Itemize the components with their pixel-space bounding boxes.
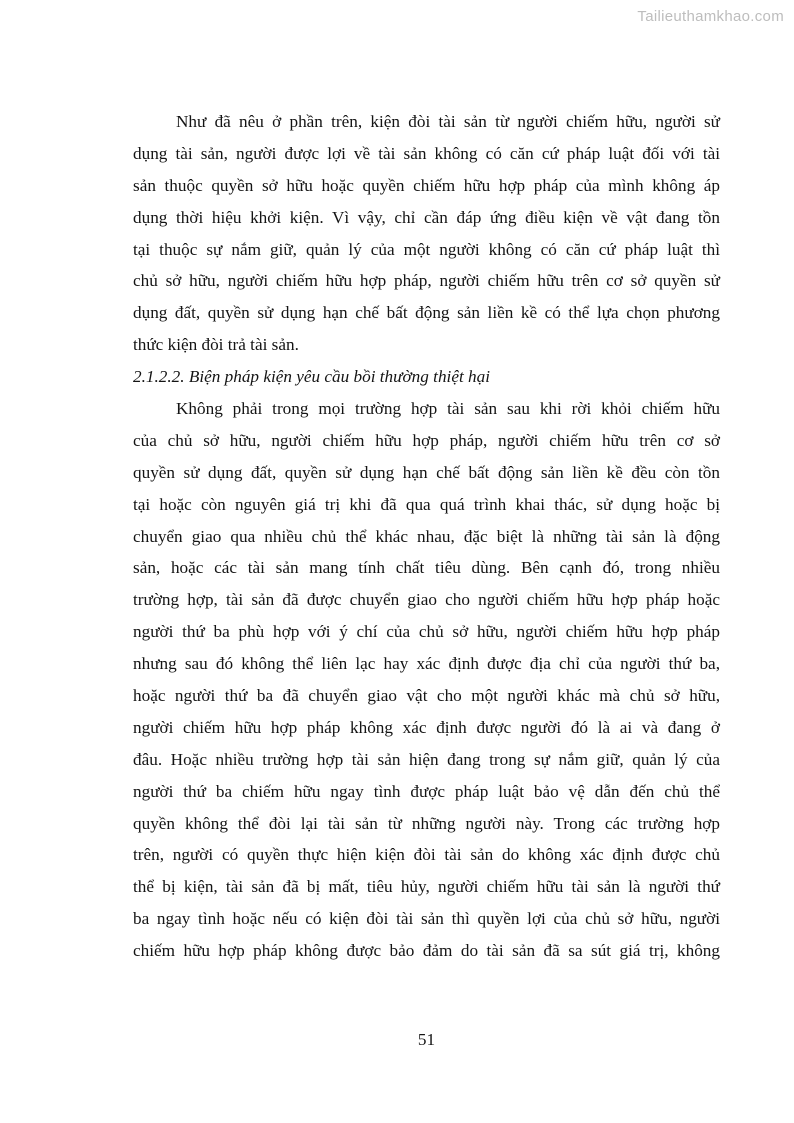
text-line: của chủ sở hữu, người chiếm hữu hợp pháp, người chiếm hữu trên cơ sở [133,430,720,450]
text-line: ba ngay tình hoặc nếu có kiện đòi tài sản thì quyền lợi của chủ sở hữu, người [133,909,720,929]
text-line: tại hoặc còn nguyên giá trị khi đã qua quá trình khai thác, sử dụng hoặc bị [133,494,720,514]
text-line: chuyển giao qua nhiều chủ thể khác nhau, đặc biệt là những tài sản là động [133,526,720,546]
text-line: sản thuộc quyền sở hữu hoặc quyền chiếm hữu hợp pháp của mình không áp [133,175,720,195]
text-line: thể bị kiện, tài sản đã bị mất, tiêu hủy, người chiếm hữu tài sản là người thứ [133,877,720,897]
text-line: dụng đất, quyền sử dụng hạn chế bất động sản liền kề có thể lựa chọn phương [133,303,720,323]
text-line: quyền sử dụng đất, quyền sử dụng hạn chế bất động sản liền kề đều còn tồn [133,462,720,482]
text-line: hoặc người thứ ba đã chuyển giao vật cho một người khác mà chủ sở hữu, [133,686,720,706]
text-line: trên, người có quyền thực hiện kiện đòi tài sản do không xác định được chủ [133,845,720,865]
section-heading: 2.1.2.2. Biện pháp kiện yêu cầu bồi thường thiệt hại [133,367,490,387]
text-line: người thứ ba chiếm hữu ngay tình được pháp luật bảo vệ dẫn đến chủ thể [133,781,720,801]
text-line: Không phải trong mọi trường hợp tài sản sau khi rời khỏi chiếm hữu [176,399,720,419]
text-line: đâu. Hoặc nhiều trường hợp tài sản hiện đang trong sự nắm giữ, quản lý của [133,749,720,769]
text-line: Như đã nêu ở phần trên, kiện đòi tài sản từ người chiếm hữu, người sử [176,112,720,131]
text-line: sản, hoặc các tài sản mang tính chất tiêu dùng. Bên cạnh đó, trong nhiều [133,558,720,578]
text-line: chủ sở hữu, người chiếm hữu hợp pháp, người chiếm hữu trên cơ sở quyền sử [133,271,720,291]
text-line: dụng tài sản, người được lợi về tài sản không có căn cứ pháp luật đối với tài [133,143,720,163]
text-line: quyền không thể đòi lại tài sản từ những người này. Trong các trường hợp [133,813,720,833]
paragraph [133,393,720,967]
paragraph [133,106,720,361]
text-line: dụng thời hiệu khởi kiện. Vì vậy, chỉ cần đáp ứng điều kiện về vật đang tồn [133,207,720,227]
page-number: 51 [417,1030,436,1049]
watermark-text: Tailieuthamkhao.com [637,8,784,25]
text-line: người chiếm hữu hợp pháp không xác định được người đó là ai và đang ở [133,717,720,737]
document-body [133,106,720,967]
text-line: thức kiện đòi trả tài sản. [133,335,299,355]
text-line: chiếm hữu hợp pháp không được bảo đảm do tài sản đã sa sút giá trị, không [133,941,720,961]
text-line: người thứ ba phù hợp với ý chí của chủ sở hữu, người chiếm hữu hợp pháp [133,622,720,642]
text-line: tại thuộc sự nắm giữ, quản lý của một người không có căn cứ pháp luật thì [133,239,720,259]
text-line: trường hợp, tài sản đã được chuyển giao cho người chiếm hữu hợp pháp hoặc [133,590,720,610]
text-line: nhưng sau đó không thể liên lạc hay xác định được địa chỉ của người thứ ba, [133,654,720,674]
